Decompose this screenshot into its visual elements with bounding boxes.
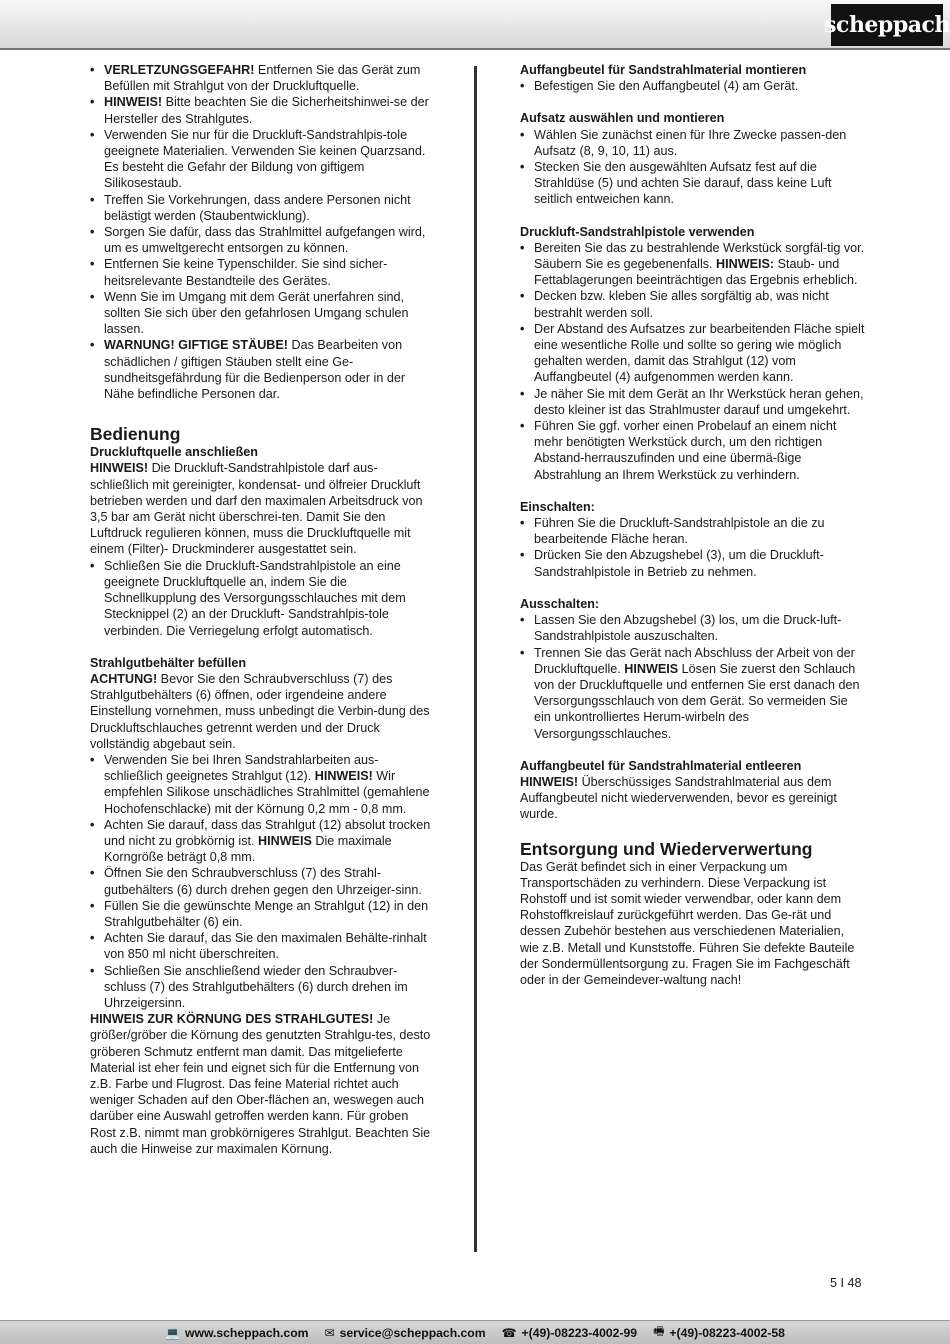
koernung-paragraph: HINWEIS ZUR KÖRNUNG DES STRAHLGUTES! Je größer/gröber die Körnung des genutzten Strahlgu-tes, desto gröberen Schmutz entfernt man damit. Das mitgelieferte Material ist eher fein und eignet sich für die Entfernung von z.B. Farbe und Flugrost. Das feine Material richtet auch weniger Schaden auf den Ober-flächen an, weswegen auch darüber eine Auswahl getroffen werden kann. Für groben Rost z.B. nimmt man grobkörnigeres Strahlgut. Beachten Sie auch die Hinweise zur maximalen Körnung. [90,1012,431,1156]
entleeren-paragraph: HINWEIS! Überschüssiges Sandstrahlmaterial aus dem Auffangbeutel nicht wiederverwenden, bevor es gereinigt wurde. [520,774,837,822]
list-item: • Führen Sie ggf. vorher einen Probelauf an einem nicht mehr benötigten Werkstück durch, um den richtigen Abstand-herrauszufinden und eine übermä-ßige Abstrahlung an Ihrem Werkstück zu verhindern. [520,418,865,483]
footer-email[interactable]: ✉ service@scheppach.com [324,1325,486,1340]
list-item: • Wenn Sie im Umgang mit dem Gerät unerfahren sind, sollten Sie sich über den gefahrlosen Umgang schulen lassen. [90,289,436,338]
subheading-auffangbeutel-entleeren: Auffangbeutel für Sandstrahlmaterial entleeren [520,758,802,773]
list-item: • Trennen Sie das Gerät nach Abschluss der Arbeit von der Druckluftquelle. HINWEIS Lösen Sie zuerst den Schlauch von der Druckluftquelle und entfernen Sie erst danach den Versorgungsschlauch von dem Gerät. So vermeiden Sie ein unkontrolliertes Herum-wirbeln des Versorgungsschlauches. [520,645,865,742]
mail-icon: ✉ [324,1325,335,1340]
subheading-einschalten: Einschalten: [520,499,595,514]
druckluft-paragraph: HINWEIS! Die Druckluft-Sandstrahlpistole darf aus-schließlich mit gereinigter, kondensat- und ölfreier Druckluft betrieben werden und darf den maximalen Arbeitsdruck von 3,5 bar am Gerät nicht überschrei-ten. Damit Sie den Luftdruck regulieren können, muss die Druckluftquelle mit einem (Filter)- Druckminderer ausgestattet sein. [90,461,423,557]
section-heading-bedienung: Bedienung [90,424,181,445]
subheading-ausschalten: Ausschalten: [520,596,600,611]
befuellen-paragraph: ACHTUNG! Bevor Sie den Schraubverschluss (7) des Strahlgutbehälters (6) öffnen, oder irgendeine andere Einstellung vornehmen, muss unbedingt die Verbin-dung des Druckluftschlauches getrennt werden und der Druck vollständig abgebaut sein. [90,671,430,751]
section-heading-entsorgung: Entsorgung und Wiederverwertung [520,838,813,859]
list-item: • WARNUNG! GIFTIGE STÄUBE! Das Bearbeiten von schädlichen / giftigen Stäuben stellt eine Ge-sundheitsgefährdung für die Bedienperson oder in der Nähe befindliche Personen dar. [90,337,436,402]
list-item: • Verwenden Sie nur für die Druckluft-Sandstrahlpis-tole geeignete Materialien. Verwenden Sie keinen Quarzsand. Es besteht die Gefahr der Bildung von giftigem Silikosestaub. [90,127,436,192]
list-item: • Je näher Sie mit dem Gerät an Ihr Werkstück heran gehen, desto kleiner ist das Strahlmuster darauf und umgekehrt. [520,386,865,418]
list-item: • Führen Sie die Druckluft-Sandstrahlpistole an die zu bearbeitende Fläche heran. [520,515,865,547]
footer-web[interactable]: 💻 www.scheppach.com [165,1325,309,1340]
befuellen-list [90,752,436,1011]
footer-bar [0,1320,950,1344]
list-item: • Decken bzw. kleben Sie alles sorgfältig ab, was nicht bestrahlt werden soll. [520,288,865,320]
list-item: • Achten Sie darauf, dass das Strahlgut (12) absolut trocken und nicht zu grobkörnig ist. HINWEIS Die maximale Korngröße beträgt 0,8 mm. [90,817,436,866]
list-item: • Lassen Sie den Abzugshebel (3) los, um die Druck-luft-Sandstrahlpistole auszuschalten. [520,612,865,644]
list-item: • Drücken Sie den Abzugshebel (3), um die Druckluft-Sandstrahlpistole in Betrieb zu nehmen. [520,547,865,579]
list-item: • Sorgen Sie dafür, dass das Strahlmittel aufgefangen wird, um es umweltgerecht entsorgen zu können. [90,224,436,256]
list-item: • VERLETZUNGSGEFAHR! Entfernen Sie das Gerät zum Befüllen mit Strahlgut von der Druckluftquelle. [90,62,436,94]
phone-icon: ☎ [501,1325,517,1340]
subheading-druckluftquelle: Druckluftquelle anschließen [90,445,258,460]
page-number: 5 I 48 [830,1276,862,1290]
subheading-aufsatz: Aufsatz auswählen und montieren [520,111,725,126]
list-item: • Achten Sie darauf, das Sie den maximalen Behälte-rinhalt von 850 ml nicht überschreiten. [90,930,436,962]
subheading-auffangbeutel-montieren: Auffangbeutel für Sandstrahlmaterial montieren [520,63,807,77]
list-item: • Treffen Sie Vorkehrungen, dass andere Personen nicht belästigt werden (Staubentwicklung). [90,192,436,224]
list-item: • Entfernen Sie keine Typenschilder. Sie sind sicher-heitsrelevante Bestandteile des Gerätes. [90,256,436,288]
safety-list [90,62,436,402]
list-item: • Schließen Sie anschließend wieder den Schraubver-schluss (7) des Strahlgutbehälters (6) durch drehen im Uhrzeigersinn. [90,963,436,1012]
list-item: • Schließen Sie die Druckluft-Sandstrahlpistole an eine geeignete Druckluftquelle an, indem Sie die Schnellkupplung des Versorgungsschlauches mit dem Stecknippel (2) an der Druckluft- Sandstrahlpis-tole verbinden. Die Verriegelung erfolgt automatisch. [90,558,436,639]
list-item: • HINWEIS! Bitte beachten Sie die Sicherheitshinwei-se der Hersteller des Strahlgutes. [90,94,436,126]
header-bar [0,0,950,50]
column-divider [474,66,477,1252]
list-item: • Öffnen Sie den Schraubverschluss (7) des Strahl-gutbehälters (6) durch drehen gegen den Uhrzeiger-sinn. [90,865,436,897]
left-column [90,62,436,1157]
list-item: • Verwenden Sie bei Ihren Sandstrahlarbeiten aus-schließlich geeignetes Strahlgut (12). HINWEIS! Wir empfehlen Silikose unschädliches Strahlmittel (gemahlene Hochofenschlacke) mit der Körnung 0,2 mm - 0,8 mm. [90,752,436,817]
list-item: • Befestigen Sie den Auffangbeutel (4) am Gerät. [520,78,865,94]
list-item: • Bereiten Sie das zu bestrahlende Werkstück sorgfäl-tig vor. Säubern Sie es gegebenenfalls. HINWEIS: Staub- und Fettablagerungen beeinträchtigen das Ergebnis erheblich. [520,240,865,289]
subheading-befuellen: Strahlgutbehälter befüllen [90,655,247,670]
footer-fax: 🖷 +(49)-08223-4002-58 [653,1322,785,1343]
list-item: • Stecken Sie den ausgewählten Aufsatz fest auf die Strahldüse (5) und achten Sie darauf, dass keine Luft seitlich entweichen kann. [520,159,865,208]
right-column [520,62,865,988]
computer-icon: 💻 [165,1325,180,1340]
footer-phone: ☎ +(49)-08223-4002-99 [501,1325,638,1340]
list-item: • Füllen Sie die gewünschte Menge an Strahlgut (12) in den Strahlgutbehälter (6) ein. [90,898,436,930]
subheading-verwenden: Druckluft-Sandstrahlpistole verwenden [520,224,755,239]
list-item: • Der Abstand des Aufsatzes zur bearbeitenden Fläche spielt eine wesentliche Rolle und sollte so gering wie möglich gehalten werden, damit das Strahlgut (12) vom Auffangbeutel (4) aufgenommen werden kann. [520,321,865,386]
brand-logo: scheppach [831,4,943,46]
fax-icon: 🖷 [653,1324,665,1338]
entsorgung-paragraph: Das Gerät befindet sich in einer Verpackung um Transportschäden zu verhindern. Diese Verpackung ist Rohstoff und ist somit wieder verwendbar, oder kann dem Rohstoffkreislauf zurückgeführt werden. Das Ge-rät und dessen Zubehör bestehen aus verschiedenen Materialien, wie z.B. Metall und Kunststoffe. Führen Sie defekte Bauteile der Sondermüllentsorgung zu. Fragen Sie im Fachgeschäft oder in der Gemeindever-waltung nach! [520,859,855,987]
list-item: • Wählen Sie zunächst einen für Ihre Zwecke passen-den Aufsatz (8, 9, 10, 11) aus. [520,127,865,159]
